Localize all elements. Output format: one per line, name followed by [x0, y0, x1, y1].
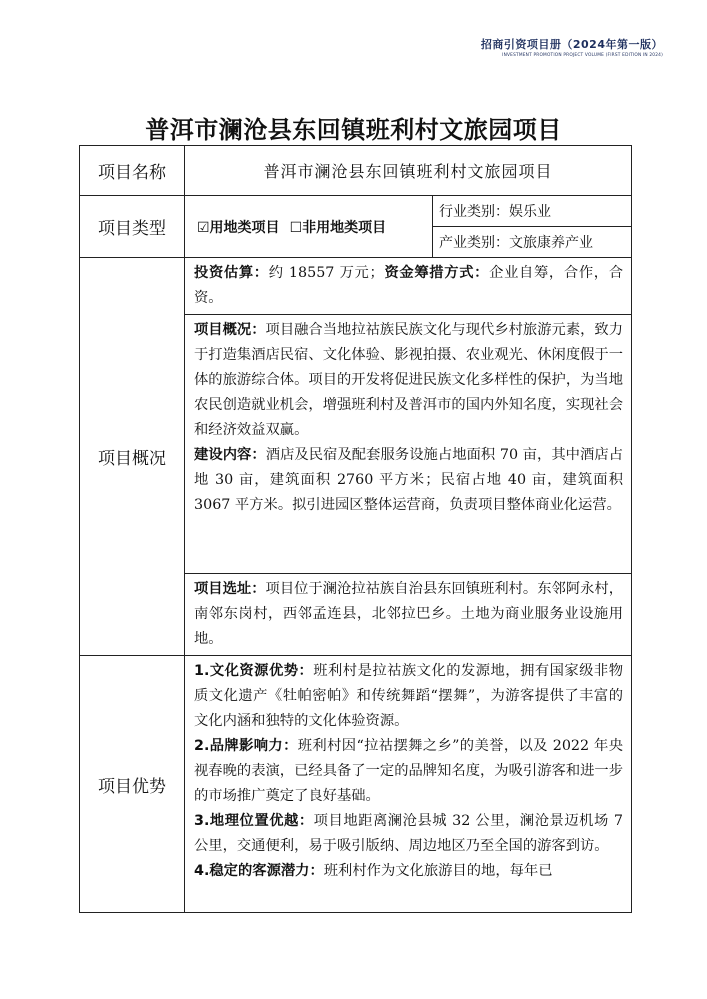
- invest-key: 投资估算：: [194, 265, 269, 281]
- advantages-text: [185, 656, 632, 913]
- summary-paragraph: [194, 318, 623, 443]
- brochure-title: 招商引资项目册（2024年第一版）: [480, 38, 663, 51]
- overview-build-text: [185, 315, 632, 574]
- invest-value: 约 18557 万元；: [268, 265, 384, 281]
- build-value: 酒店及民宿及配套服务设施占地面积 70 亩，其中酒店占地 30 亩，建筑面积 2760 平方米；民宿占地 40 亩，建筑面积 3067 平方米。拟引进园区整体运营商，负责项目整体商业化运营。: [194, 447, 624, 513]
- advantage-value: 项目地距离澜沧县城 32 公里，澜沧景迈机场 7 公里，交通便利，易于吸引版纳、周边地区乃至全国的游客到访。: [194, 813, 624, 854]
- land-option-checkbox: ☑用地类项目: [197, 219, 280, 236]
- summary-key: 项目概况：: [194, 322, 266, 338]
- investment-text: [185, 258, 632, 315]
- summary-value: 项目融合当地拉祜族民族文化与现代乡村旅游元素，致力于打造集酒店民宿、文化体验、影视拍摄、农业观光、休闲度假于一体的旅游综合体。项目的开发将促进民族文化多样性的保护，为当地农民创造就业机会，增强班利村及普洱市的国内外知名度，实现社会和经济效益双赢。: [194, 322, 624, 438]
- row-project-name: [80, 146, 632, 196]
- advantage-value: 班利村因“拉祜摆舞之乡”的美誉，以及 2022 年央视春晚的表演，已经具备了一定的品牌知名度，为吸引游客和进一步的市场推广奠定了良好基础。: [194, 738, 624, 804]
- project-table: [79, 145, 632, 913]
- advantage-key: 4.稳定的客源潜力：: [194, 863, 324, 879]
- site-text: [185, 574, 632, 656]
- advantage-key: 1.文化资源优势：: [194, 663, 314, 679]
- advantage-value: 班利村是拉祜族文化的发源地，拥有国家级非物质文化遗产《牡帕密帕》和传统舞蹈“摆舞”，为游客提供了丰富的文化内涵和独特的文化体验资源。: [194, 663, 624, 729]
- advantage-key: 3.地理位置优越：: [194, 813, 314, 829]
- row-investment: [80, 258, 632, 315]
- brochure-title-en: INVESTMENT PROMOTION PROJECT VOLUME (FIRST EDITION IN 2024): [502, 53, 663, 58]
- document-title: 普洱市澜沧县东回镇班利村文旅园项目: [145, 115, 562, 144]
- industry-value: 娱乐业: [509, 204, 551, 220]
- fund-key: 资金筹措方式：: [383, 265, 490, 281]
- fund-value: 企业自筹，合作，合资。: [194, 265, 624, 306]
- advantage-item: [194, 809, 623, 859]
- sector-value: 文旅康养产业: [509, 235, 593, 251]
- build-key: 建设内容：: [194, 447, 266, 463]
- build-paragraph: [194, 443, 623, 518]
- row-advantages: [80, 656, 632, 913]
- sector-label: 产业类别：: [439, 235, 509, 251]
- project-name-value: 普洱市澜沧县东回镇班利村文旅园项目: [185, 146, 632, 196]
- label-project-overview: 项目概况: [80, 258, 185, 656]
- site-value: 项目位于澜沧拉祜族自治县东回镇班利村。东邻阿永村，南邻东岗村，西邻孟连县，北邻拉巴乡。土地为商业服务业设施用地。: [194, 581, 624, 647]
- advantage-item: [194, 859, 623, 884]
- industry-label: 行业类别：: [439, 204, 509, 220]
- site-key: 项目选址：: [194, 581, 266, 597]
- row-project-type: [80, 196, 632, 227]
- industry-category: [433, 196, 632, 227]
- sector-category: [433, 227, 632, 258]
- label-project-name: 项目名称: [80, 146, 185, 196]
- advantage-key: 2.品牌影响力：: [194, 738, 298, 754]
- advantage-item: [194, 659, 623, 734]
- project-type-options: [185, 196, 433, 258]
- label-project-advantages: 项目优势: [80, 656, 185, 913]
- nonland-option-checkbox: ☐非用地类项目: [289, 219, 387, 236]
- advantage-value: 班利村作为文化旅游目的地，每年已: [323, 863, 553, 879]
- brochure-header: [481, 36, 663, 58]
- label-project-type: 项目类型: [80, 196, 185, 258]
- advantage-item: [194, 734, 623, 809]
